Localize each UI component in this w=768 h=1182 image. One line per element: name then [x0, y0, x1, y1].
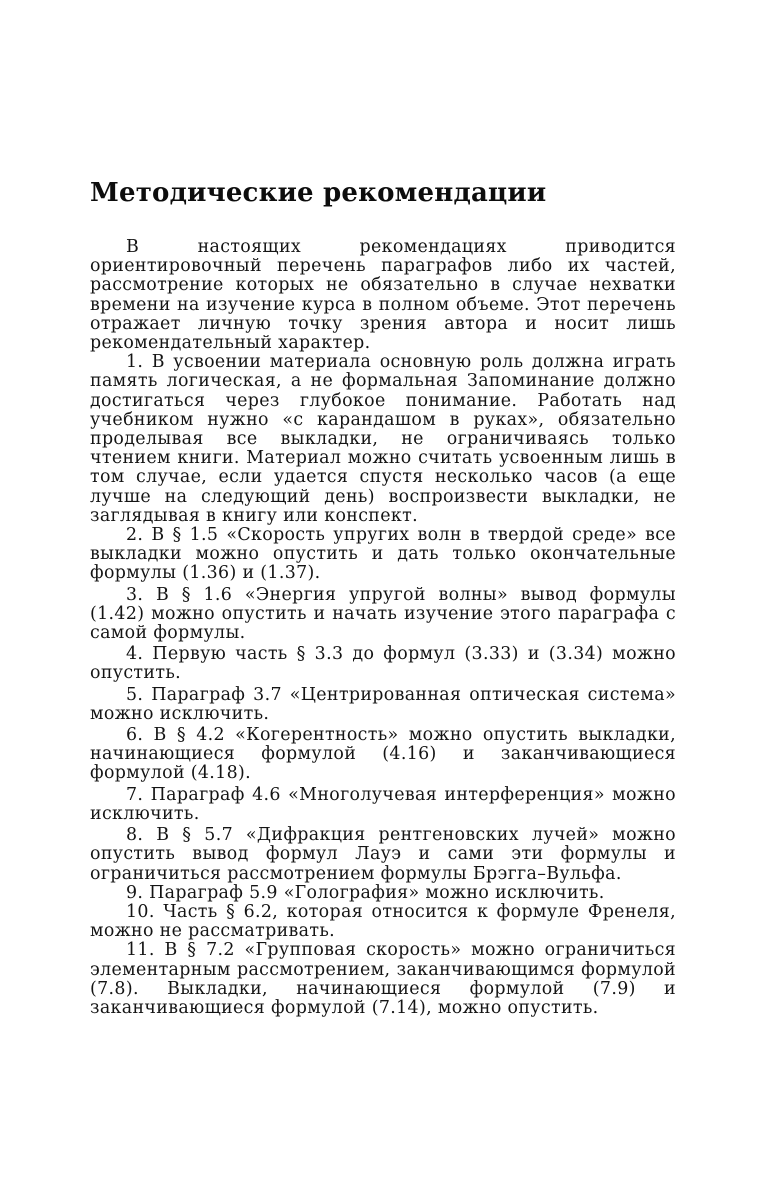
recommendation-item-10: 10. Часть § 6.2, которая относится к формуле Френеля, можно не рассматривать.	[90, 901, 676, 942]
body-text	[90, 238, 676, 1018]
recommendation-item-8: 8. В § 5.7 «Дифракция рентгеновских лучей» можно опустить вывод формул Лауэ и сами эти формулы и ограничиться рассмотрением формулы Брэгга–Вульфа.	[90, 825, 676, 884]
recommendation-item-3: 3. В § 1.6 «Энергия упругой волны» вывод формулы (1.42) можно опустить и начать изучение этого параграфа с самой формулы.	[90, 584, 676, 644]
recommendation-item-1: 1. В усвоении материала основную роль должна играть память логическая, а не формальная Запоминание должно достигаться через глубокое понимание. Работать над учебником нужно «с карандашом в руках», обязательно проделывая все выкладки, не ограничиваясь только чтением книги. Материал можно считать усвоенным лишь в том случае, если удается спустя несколько часов (а еще лучше на следующий день) воспроизвести выкладки, не заглядывая в книгу или конспект.	[90, 352, 676, 526]
recommendation-item-6: 6. В § 4.2 «Когерентность» можно опустить выкладки, начинающиеся формулой (4.16) и заканчивающиеся формулой (4.18).	[90, 725, 676, 784]
recommendation-item-7: 7. Параграф 4.6 «Многолучевая интерференция» можно исключить.	[90, 784, 676, 824]
recommendation-item-5: 5. Параграф 3.7 «Центрированная оптическая система» можно исключить.	[90, 684, 676, 724]
recommendation-item-2: 2. В § 1.5 «Скорость упругих волн в твердой среде» все выкладки можно опустить и дать только окончательные формулы (1.36) и (1.37).	[90, 525, 676, 584]
intro-paragraph: В настоящих рекомендациях приводится ориентировочный перечень параграфов либо их частей, рассмотрение которых не обязательно в случае нехватки времени на изучение курса в полном объеме. Этот перечень отражает личную точку зрения автора и носит лишь рекомендательный характер.	[90, 237, 676, 354]
recommendation-item-11: 11. В § 7.2 «Групповая скорость» можно ограничиться элементарным рассмотрением, заканчивающимся формулой (7.8). Выкладки, начинающиеся формулой (7.9) и заканчивающиеся формулой (7.14), можно опустить.	[90, 940, 676, 1018]
recommendation-item-9: 9. Параграф 5.9 «Голография» можно исключить.	[126, 882, 605, 903]
page-title: Методические рекомендации	[90, 178, 547, 208]
recommendation-item-4: 4. Первую часть § 3.3 до формул (3.33) и (3.34) можно опустить.	[90, 644, 676, 684]
